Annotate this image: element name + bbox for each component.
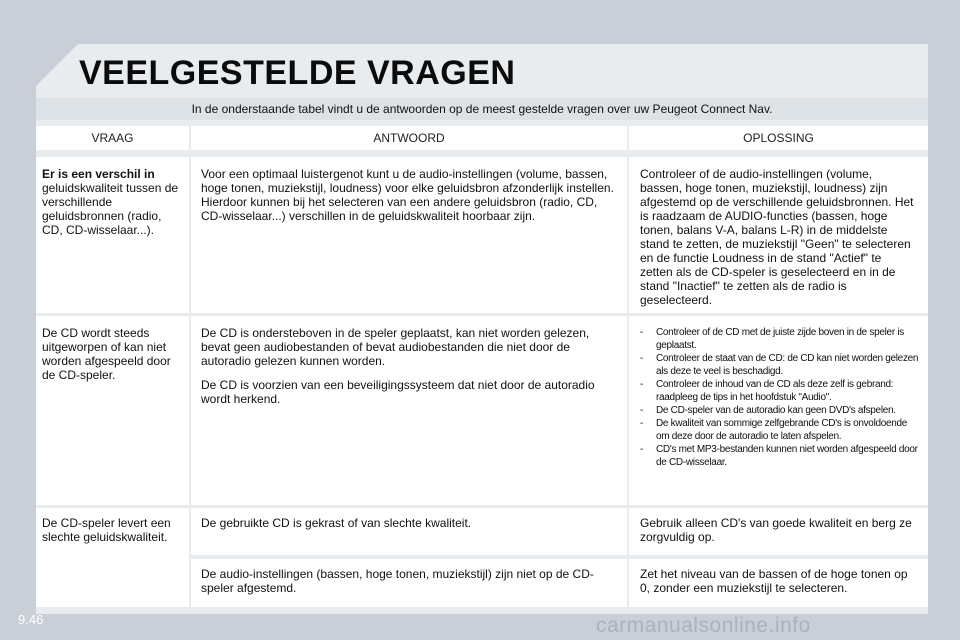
row2-answer xyxy=(191,316,627,505)
watermark: carmanualsonline.info xyxy=(596,614,811,637)
header-vraag: VRAAG xyxy=(36,126,189,150)
row3-answer-b: De audio-instellingen (bassen, hoge tonen, muziekstijl) zijn niet op de CD-speler afgestemd. xyxy=(191,559,627,607)
solution-item: - Controleer of de CD met de juiste zijde boven in de speler is geplaatst. xyxy=(640,327,904,351)
solution-item: - De CD-speler van de autoradio kan geen DVD's afspelen. xyxy=(640,405,896,416)
row1-answer: Voor een optimaal luistergenot kunt u de audio-instellingen (volume, bassen, hoge tonen, muziekstijl, loudness) voor elke geluidsbron afzonderlijk instellen. Hierdoor kunnen bij het selecteren van een andere geluidsbron (radio, CD, CD-wisselaar...) verschillen in de geluidskwaliteit hoorbaar zijn. xyxy=(191,157,627,313)
solution-item: - De kwaliteit van sommige zelfgebrande CD's is onvoldoende om deze door de autoradio te laten afspelen. xyxy=(640,418,908,442)
row1-question-bold: Er is een verschil in xyxy=(42,167,155,181)
row2-solution xyxy=(629,316,928,505)
solution-item: - Controleer de inhoud van de CD als deze zelf is gebrand: raadpleeg de tips in het hoofdstuk "Audio". xyxy=(640,379,894,403)
row3-answer-a: De gebruikte CD is gekrast of van slechte kwaliteit. xyxy=(191,508,627,555)
row2-solution-list xyxy=(640,326,920,469)
header-oplossing: OPLOSSING xyxy=(629,126,928,150)
row2-question: De CD wordt steeds uitgeworpen of kan niet worden afgespeeld door de CD-speler. xyxy=(36,316,189,505)
row3-question: De CD-speler levert een slechte geluidskwaliteit. xyxy=(36,508,189,607)
row1-question xyxy=(36,157,189,313)
row3-solution-b: Zet het niveau van de bassen of de hoge tonen op 0, zonder een muziekstijl te selecteren. xyxy=(629,559,928,607)
page-title: VEELGESTELDE VRAGEN xyxy=(79,54,516,92)
page-number: 9.46 xyxy=(18,612,44,627)
folded-corner xyxy=(36,44,78,86)
row2-answer-2: De CD is voorzien van een beveiligingssysteem dat niet door de autoradio wordt herkend. xyxy=(201,378,595,406)
row1-question-text: geluidskwaliteit tussen de verschillende geluidsbronnen (radio, CD, CD-wisselaar...). xyxy=(42,181,179,237)
solution-item: - CD's met MP3-bestanden kunnen niet worden afgespeeld door de CD-wisselaar. xyxy=(640,444,918,468)
header-antwoord: ANTWOORD xyxy=(191,126,627,150)
row1-solution: Controleer of de audio-instellingen (volume, bassen, hoge tonen, muziekstijl, loudness) zijn afgestemd op de verschillende geluidsbronnen. Het is raadzaam de AUDIO-functies (bassen, hoge tonen, balans V-A, balans L-R) in de middelste stand te zetten, de muziekstijl "Geen" te selecteren en de functie Loudness in de stand "Actief" te zetten als de CD-speler is geselecteerd en in de stand "Inactief" te zetten als de radio is geselecteerd. xyxy=(629,157,928,313)
solution-item: - Controleer de staat van de CD: de CD kan niet worden gelezen als deze te veel is beschadigd. xyxy=(640,353,919,377)
intro-text: In de onderstaande tabel vindt u de antwoorden op de meest gestelde vragen over uw Peugeot Connect Nav. xyxy=(36,98,928,120)
row2-answer-1: De CD is ondersteboven in de speler geplaatst, kan niet worden gelezen, bevat geen audiobestanden of bevat audiobestanden die niet door de autoradio gelezen kunnen worden. xyxy=(201,326,590,368)
row3-solution-a: Gebruik alleen CD's van goede kwaliteit en berg ze zorgvuldig op. xyxy=(629,508,928,555)
